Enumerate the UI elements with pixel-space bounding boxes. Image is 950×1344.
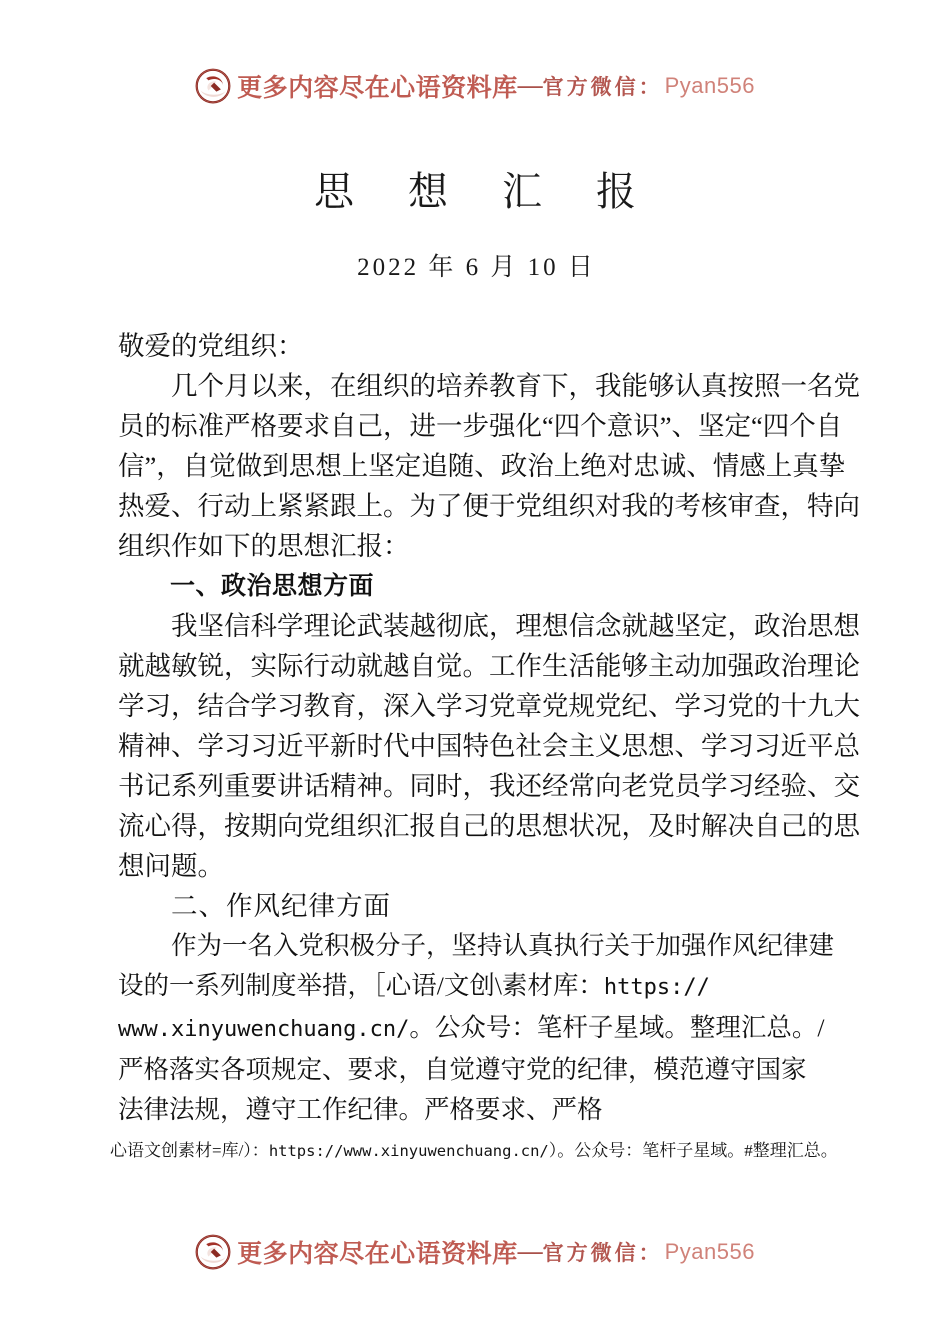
inline-text: 设的一系列制度举措，［心语/文创\素材库： bbox=[118, 971, 604, 1000]
banner-wechat-handle: Pyan556 bbox=[664, 1239, 755, 1264]
banner-wechat-label: 官方微信： bbox=[542, 75, 663, 99]
paragraph-line: 信”，自觉做到思想上坚定追随、政治上绝对忠诚、情感上真挚 bbox=[118, 451, 846, 481]
paragraph-line: 几个月以来，在组织的培养教育下，我能够认真按照一名党 bbox=[171, 371, 860, 401]
inline-text: 。公众号：笔杆子星域。整理汇总。/ bbox=[409, 1013, 825, 1042]
page-title: 思 想 汇 报 bbox=[314, 169, 658, 214]
paragraph-line: 就越敏锐，实际行动就越自觉。工作生活能够主动加强政治理论 bbox=[118, 651, 860, 681]
footnote-suffix: ）。公众号：笔杆子星域。#整理汇总。 bbox=[548, 1141, 838, 1160]
paragraph-line: 书记系列重要讲话精神。同时，我还经常向老党员学习经验、交 bbox=[118, 771, 860, 801]
paragraph-line-mixed bbox=[118, 926, 842, 966]
circular-seal-logo-icon bbox=[195, 68, 231, 104]
paragraph-line-mixed bbox=[118, 1090, 842, 1130]
salutation: 敬爱的党组织： bbox=[118, 331, 304, 361]
paragraph-line: 想问题。 bbox=[118, 851, 224, 881]
banner-dash: — bbox=[517, 72, 542, 99]
paragraph-line: 精神、学习习近平新时代中国特色社会主义思想、学习习近平总 bbox=[118, 731, 860, 761]
promo-banner-top bbox=[0, 68, 950, 104]
paragraph-line: 热爱、行动上紧紧跟上。为了便于党组织对我的考核审查，特向 bbox=[118, 491, 860, 521]
inline-text: 法律法规，遵守工作纪律。严格要求、严格 bbox=[118, 1095, 603, 1124]
inline-url-text: www.xinyuwenchuang.cn/ bbox=[118, 1017, 410, 1042]
paragraph-line-mixed bbox=[118, 1050, 842, 1090]
circular-seal-logo-icon bbox=[195, 1234, 231, 1270]
paragraph-line: 我坚信科学理论武装越彻底，理想信念就越坚定，政治思想 bbox=[171, 611, 860, 641]
banner-main-text: 更多内容尽在心语资料库 bbox=[237, 75, 518, 102]
inline-text: 作为一名入党积极分子，坚持认真执行关于加强作风纪律建 bbox=[171, 931, 835, 960]
paragraph-line-mixed bbox=[118, 1008, 842, 1050]
inline-text: 严格落实各项规定、要求，自觉遵守党的纪律，模范遵守国家 bbox=[118, 1055, 807, 1084]
banner-dash: — bbox=[517, 1238, 542, 1265]
banner-main-text: 更多内容尽在心语资料库 bbox=[237, 1241, 518, 1268]
banner-wechat-label: 官方微信： bbox=[542, 1241, 663, 1265]
section-heading-2: 二、作风纪律方面 bbox=[171, 891, 391, 921]
section-heading-1: 一、政治思想方面 bbox=[170, 571, 375, 600]
paragraph-line: 流心得，按期向党组织汇报自己的思想状况，及时解决自己的思 bbox=[118, 811, 860, 841]
banner-wechat-handle: Pyan556 bbox=[664, 73, 755, 98]
document-date: 2022 年 6 月 10 日 bbox=[357, 254, 596, 281]
paragraph-line: 员的标准严格要求自己，进一步强化“四个意识”、坚定“四个自 bbox=[118, 411, 843, 441]
paragraph-line-mixed bbox=[118, 966, 842, 1008]
paragraph-line: 组织作如下的思想汇报： bbox=[118, 531, 410, 561]
promo-banner-bottom bbox=[0, 1234, 950, 1270]
document-body bbox=[118, 326, 860, 1130]
footnote-prefix: 心语文创素材=库/）： bbox=[110, 1141, 269, 1160]
footnote-url: https://www.xinyuwenchuang.cn/ bbox=[268, 1142, 549, 1160]
source-footnote bbox=[110, 1139, 870, 1163]
inline-url-text: https:// bbox=[603, 975, 710, 1000]
paragraph-line: 学习，结合学习教育，深入学习党章党规党纪、学习党的十九大 bbox=[118, 691, 860, 721]
